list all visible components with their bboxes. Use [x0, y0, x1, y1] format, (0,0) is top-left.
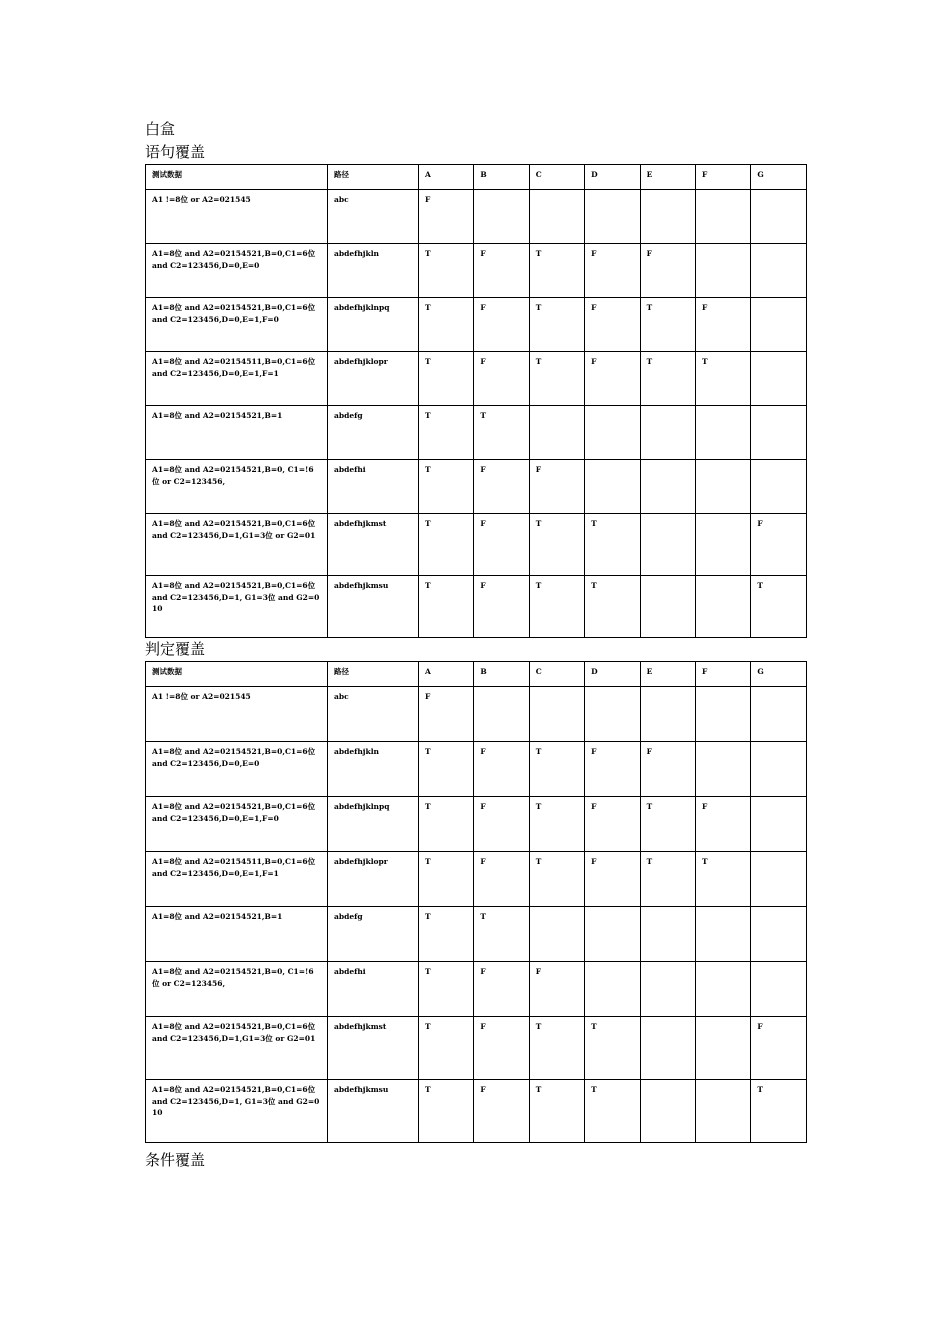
path-cell: abdefhjkln [328, 742, 419, 797]
column-header: E [640, 662, 695, 687]
branch-result-cell: T [529, 1017, 584, 1080]
branch-result-cell: F [695, 298, 750, 352]
table-row [146, 797, 807, 852]
branch-result-cell: F [640, 742, 695, 797]
branch-result-cell: T [695, 352, 750, 406]
branch-result-cell: F [474, 244, 529, 298]
branch-result-cell: T [529, 514, 584, 576]
branch-result-cell: F [585, 298, 640, 352]
branch-result-cell [585, 962, 640, 1017]
branch-result-cell: F [695, 797, 750, 852]
branch-result-cell: T [585, 514, 640, 576]
branch-result-cell: F [640, 244, 695, 298]
branch-result-cell: F [474, 514, 529, 576]
section-heading-statement-coverage: 语句覆盖 [145, 143, 206, 161]
branch-result-cell: T [419, 742, 474, 797]
test-data-cell: A1=8位 and A2=02154521,B=0,C1=6位 and C2=123456,D=0,E=0 [146, 244, 328, 298]
test-data-cell: A1=8位 and A2=02154521,B=0,C1=6位 and C2=123456,D=1,G1=3位 or G2=01 [146, 514, 328, 576]
branch-result-cell: T [640, 298, 695, 352]
branch-result-cell: F [474, 962, 529, 1017]
branch-result-cell [529, 406, 584, 460]
path-cell: abdefg [328, 406, 419, 460]
branch-result-cell [751, 742, 806, 797]
branch-result-cell: T [419, 1017, 474, 1080]
table-row [146, 742, 807, 797]
table-row [146, 852, 807, 907]
branch-result-cell: T [419, 406, 474, 460]
branch-result-cell: F [474, 1017, 529, 1080]
branch-result-cell [695, 1080, 750, 1143]
branch-result-cell [695, 244, 750, 298]
branch-result-cell [751, 244, 806, 298]
path-cell: abdefhjklopr [328, 852, 419, 907]
column-header: G [751, 165, 806, 190]
branch-result-cell [529, 190, 584, 244]
branch-result-cell: F [474, 797, 529, 852]
branch-result-cell: T [529, 576, 584, 638]
branch-result-cell [695, 1017, 750, 1080]
table-row [146, 460, 807, 514]
branch-result-cell: T [474, 406, 529, 460]
test-data-cell: A1=8位 and A2=02154521,B=1 [146, 406, 328, 460]
branch-result-cell: T [529, 742, 584, 797]
test-data-cell: A1=8位 and A2=02154521,B=0, C1=!6位 or C2=123456, [146, 460, 328, 514]
branch-result-cell: F [585, 742, 640, 797]
section-heading-condition-coverage: 条件覆盖 [145, 1151, 206, 1169]
table-row [146, 514, 807, 576]
table-row [146, 687, 807, 742]
branch-result-cell [529, 907, 584, 962]
branch-result-cell: T [529, 352, 584, 406]
branch-result-cell: F [419, 190, 474, 244]
branch-result-cell: T [474, 907, 529, 962]
branch-result-cell: T [419, 298, 474, 352]
test-data-cell: A1 !=8位 or A2=021545 [146, 687, 328, 742]
branch-result-cell [640, 406, 695, 460]
branch-result-cell [640, 907, 695, 962]
branch-result-cell: F [585, 852, 640, 907]
branch-result-cell [474, 687, 529, 742]
branch-result-cell: T [419, 460, 474, 514]
test-data-cell: A1=8位 and A2=02154521,B=0,C1=6位 and C2=123456,D=0,E=0 [146, 742, 328, 797]
branch-result-cell: T [419, 514, 474, 576]
branch-result-cell: F [751, 514, 806, 576]
branch-result-cell [640, 460, 695, 514]
branch-result-cell: T [419, 852, 474, 907]
column-header: C [529, 165, 584, 190]
path-cell: abc [328, 687, 419, 742]
test-data-cell: A1=8位 and A2=02154521,B=0, C1=!6位 or C2=123456, [146, 962, 328, 1017]
branch-result-cell [695, 962, 750, 1017]
branch-result-cell: T [529, 797, 584, 852]
path-cell: abdefhjklnpq [328, 298, 419, 352]
branch-result-cell [695, 742, 750, 797]
branch-result-cell [640, 576, 695, 638]
table-row [146, 298, 807, 352]
branch-result-cell [751, 852, 806, 907]
branch-result-cell: T [529, 244, 584, 298]
branch-result-cell [695, 406, 750, 460]
path-cell: abdefhjkln [328, 244, 419, 298]
branch-result-cell [751, 797, 806, 852]
column-header: D [585, 165, 640, 190]
branch-result-cell [695, 907, 750, 962]
column-header: F [695, 662, 750, 687]
branch-result-cell: F [474, 352, 529, 406]
path-cell: abdefhjkmst [328, 1017, 419, 1080]
table-row [146, 190, 807, 244]
statement-coverage-table [145, 164, 807, 638]
branch-result-cell: T [585, 576, 640, 638]
branch-result-cell: F [529, 460, 584, 514]
branch-result-cell [695, 687, 750, 742]
column-header: G [751, 662, 806, 687]
path-cell: abdefhjklnpq [328, 797, 419, 852]
column-header: 测试数据 [146, 662, 328, 687]
branch-result-cell: F [474, 742, 529, 797]
branch-result-cell [695, 460, 750, 514]
branch-result-cell [751, 352, 806, 406]
branch-result-cell [585, 406, 640, 460]
table-row [146, 352, 807, 406]
branch-result-cell: T [419, 352, 474, 406]
table-row [146, 907, 807, 962]
test-data-cell: A1=8位 and A2=02154521,B=0,C1=6位 and C2=123456,D=0,E=1,F=0 [146, 797, 328, 852]
branch-result-cell: T [419, 962, 474, 1017]
test-data-cell: A1=8位 and A2=02154521,B=0,C1=6位 and C2=123456,D=1, G1=3位 and G2=010 [146, 1080, 328, 1143]
branch-result-cell: T [695, 852, 750, 907]
branch-result-cell [695, 576, 750, 638]
branch-result-cell [640, 514, 695, 576]
branch-result-cell: F [585, 797, 640, 852]
branch-result-cell [695, 190, 750, 244]
table-row [146, 962, 807, 1017]
column-header: 路径 [328, 662, 419, 687]
branch-result-cell: T [640, 797, 695, 852]
test-data-cell: A1=8位 and A2=02154511,B=0,C1=6位 and C2=123456,D=0,E=1,F=1 [146, 352, 328, 406]
section-heading-decision-coverage: 判定覆盖 [145, 640, 206, 658]
branch-result-cell [640, 1080, 695, 1143]
column-header: C [529, 662, 584, 687]
branch-result-cell: T [419, 244, 474, 298]
test-data-cell: A1 !=8位 or A2=021545 [146, 190, 328, 244]
branch-result-cell: F [751, 1017, 806, 1080]
path-cell: abc [328, 190, 419, 244]
table-row [146, 406, 807, 460]
table-row [146, 244, 807, 298]
path-cell: abdefhi [328, 962, 419, 1017]
branch-result-cell [751, 962, 806, 1017]
branch-result-cell [751, 460, 806, 514]
branch-result-cell: T [529, 852, 584, 907]
branch-result-cell: T [529, 1080, 584, 1143]
table-header-row [146, 662, 807, 687]
column-header: A [419, 165, 474, 190]
column-header: 路径 [328, 165, 419, 190]
branch-result-cell: F [585, 244, 640, 298]
branch-result-cell: F [474, 576, 529, 638]
test-data-cell: A1=8位 and A2=02154511,B=0,C1=6位 and C2=123456,D=0,E=1,F=1 [146, 852, 328, 907]
column-header: B [474, 662, 529, 687]
table-row [146, 1080, 807, 1143]
column-header: E [640, 165, 695, 190]
document-page [145, 118, 807, 1172]
table-row [146, 576, 807, 638]
branch-result-cell [751, 687, 806, 742]
branch-result-cell [751, 190, 806, 244]
branch-result-cell: T [419, 797, 474, 852]
branch-result-cell: T [419, 576, 474, 638]
path-cell: abdefhjkmsu [328, 576, 419, 638]
table-header-row [146, 165, 807, 190]
path-cell: abdefhjklopr [328, 352, 419, 406]
branch-result-cell [751, 298, 806, 352]
branch-result-cell: T [529, 298, 584, 352]
branch-result-cell [585, 907, 640, 962]
path-cell: abdefhjkmsu [328, 1080, 419, 1143]
column-header: A [419, 662, 474, 687]
path-cell: abdefhi [328, 460, 419, 514]
branch-result-cell [640, 687, 695, 742]
table-row [146, 1017, 807, 1080]
path-cell: abdefg [328, 907, 419, 962]
branch-result-cell: F [419, 687, 474, 742]
branch-result-cell: T [751, 576, 806, 638]
decision-coverage-table [145, 661, 807, 1143]
branch-result-cell: F [474, 1080, 529, 1143]
branch-result-cell [640, 190, 695, 244]
branch-result-cell [751, 907, 806, 962]
column-header: 测试数据 [146, 165, 328, 190]
branch-result-cell [695, 514, 750, 576]
branch-result-cell: T [585, 1017, 640, 1080]
branch-result-cell [474, 190, 529, 244]
branch-result-cell: F [585, 352, 640, 406]
branch-result-cell [640, 962, 695, 1017]
branch-result-cell [751, 406, 806, 460]
test-data-cell: A1=8位 and A2=02154521,B=0,C1=6位 and C2=123456,D=1,G1=3位 or G2=01 [146, 1017, 328, 1080]
column-header: F [695, 165, 750, 190]
test-data-cell: A1=8位 and A2=02154521,B=0,C1=6位 and C2=123456,D=1, G1=3位 and G2=010 [146, 576, 328, 638]
test-data-cell: A1=8位 and A2=02154521,B=1 [146, 907, 328, 962]
test-data-cell: A1=8位 and A2=02154521,B=0,C1=6位 and C2=123456,D=0,E=1,F=0 [146, 298, 328, 352]
branch-result-cell [585, 190, 640, 244]
branch-result-cell [529, 687, 584, 742]
branch-result-cell: F [474, 298, 529, 352]
branch-result-cell: T [585, 1080, 640, 1143]
column-header: D [585, 662, 640, 687]
branch-result-cell: T [640, 852, 695, 907]
path-cell: abdefhjkmst [328, 514, 419, 576]
branch-result-cell: T [640, 352, 695, 406]
branch-result-cell: T [419, 907, 474, 962]
branch-result-cell: T [751, 1080, 806, 1143]
branch-result-cell [585, 460, 640, 514]
branch-result-cell: F [474, 852, 529, 907]
branch-result-cell: T [419, 1080, 474, 1143]
doc-title: 白盒 [145, 120, 176, 138]
branch-result-cell: F [474, 460, 529, 514]
branch-result-cell: F [529, 962, 584, 1017]
column-header: B [474, 165, 529, 190]
branch-result-cell [585, 687, 640, 742]
branch-result-cell [640, 1017, 695, 1080]
